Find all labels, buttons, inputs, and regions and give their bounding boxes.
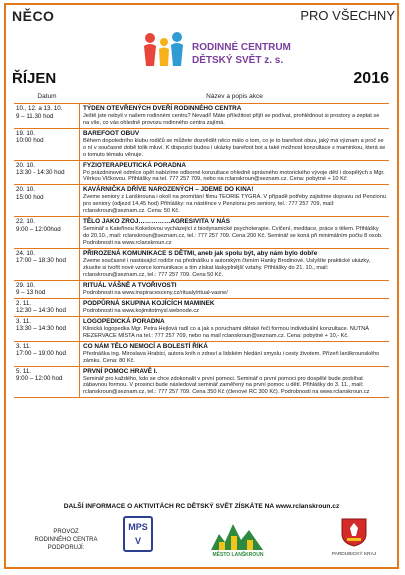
event-title: TÝDEN OTEVŘENÝCH DVEŘÍ RODINNÉHO CENTRA [83,105,242,112]
year-title: 2016 [353,70,389,87]
event-title: PODPŮRNÁ SKUPINA KOJÍCÍCH MAMINEK [83,299,215,307]
column-header-date: Datum [37,93,57,100]
mpsv-logo [123,516,153,552]
event-title: PRVNÍ POMOC HRAVĚ I. [83,367,158,375]
event-date-time: 9:00 – 12:00 hod [16,375,63,383]
event-text: Podrobnosti na www.kojimitotmysl.webnode.cz [83,307,199,314]
event-row [14,161,389,186]
event-title: TĚLO JAKO ZROJ……………AGRESIVITA V NÁS [83,218,230,226]
event-title: CO NÁM TĚLO NEMOCÍ A BOLESTÍ ŘÍKÁ [83,342,208,350]
city-name: MĚSTO LANŠKROUN [212,552,264,558]
event-row [14,129,389,161]
event-text: Podrobnosti na www.inspiracesceny.cz/ritualy/ritual-vasne/ [83,289,228,296]
footer-info: DALŠÍ INFORMACE O AKTIVITÁCH RC DĚTSKÝ SVĚT ZÍSKÁTE NA www.rclanskroun.cz [63,503,340,510]
event-description [80,161,389,185]
event-date-day: 20. 10. [16,161,35,169]
event-date-time: 17:00 – 19:00 hod [16,350,66,358]
event-text: Po prázdninové odmlce opět nabízíme odborné konzultace ohledně správného motorického vývoje dětí i dospělých s Mgr. Věrkou Vlčkovou. Přihlášky na tel. 777 257 709, nebo na rclanskroun@seznam.cz. Cena: pobytné + 10 Kč [83,169,385,183]
event-date-time: 9 – 11.30 hod [16,112,54,120]
event-title: FYZIOTERAPEUTICKÁ PORADNA [83,161,186,169]
event-row [14,104,389,129]
event-description [80,217,389,248]
event-date [14,104,80,128]
support-line3: PODPORUJÍ: [47,545,85,551]
city-logo-icon [205,516,271,556]
event-date-day: 19. 10. [16,129,35,137]
event-date-day: 2. 11. [16,299,32,307]
family-icon [140,30,188,70]
event-date [14,342,80,366]
organization-logo [140,30,330,74]
event-date-time: 10:00 hod [16,137,44,145]
header-right: PRO VŠECHNY [300,8,395,23]
event-row [14,281,389,299]
event-text: Zveme seniory z Lanškrouna i okolí na promítání filmu TEORIE TYGRA. V případě potřeby zajistíme dopravu od Penzionu pro seniory (odjezd 14,45 hod) Přihlášky: na nástěnce v Penzionu pro seniory, tel.: 777 257 709, mail: rclanskroun@seznam.cz. Cena: 50 Kč. [83,194,386,215]
mpsv-logo-text: MPSV [128,522,148,546]
support-label [26,528,106,552]
support-line2: RODINNÉHO CENTRA [34,537,98,543]
event-text: Ještě jste nebyli v našem rodinném centru? Nevadí! Máte příležitost přijít se podívat, prohlédnout si prostory a zeptat se na vše, co vás ohledně provozu rodinného centra zajímá. [83,113,380,126]
event-date-day: 29. 10. [16,281,35,289]
event-row [14,185,389,217]
event-title: RITUÁL VÁŠNĚ A TVOŘIVOSTI [83,281,177,289]
event-title: PŘIROZENÁ KOMUNIKACE S DĚTMI, aneb jak spolu být, aby nám bylo dobře [83,249,318,257]
event-date-day: 5. 11. [16,367,32,375]
logo-text-line2: DĚTSKÝ SVĚT z. s. [192,55,284,66]
event-description [80,317,389,341]
event-row [14,317,389,342]
event-date-time: 13:30 – 14:30 hod [16,325,66,333]
event-date-time: 9:00 – 12:00hod [16,225,61,233]
event-date-day: 10., 12. a 13. 10. [16,105,63,112]
event-text: Přednáška ing. Miroslava Hrabici, autora knih o zdraví a lidském hledání smyslu i cesty životem. Přízeň lanškrounského zámku. Cena: 80 Kč. [83,350,380,364]
event-date-day: 20. 10. [16,186,35,194]
event-description [80,185,389,216]
header-left: NĚCO [12,8,55,24]
event-date-day: 22. 10. [16,218,35,226]
event-date [14,317,80,341]
support-line1: PROVOZ [53,529,79,535]
event-date [14,299,80,316]
event-date [14,281,80,298]
event-date [14,129,80,160]
column-header-name: Název a popis akce [206,93,263,100]
event-row [14,249,389,281]
event-date-time: 9 – 13 hod [16,289,46,297]
event-date-day: 24. 10. [16,249,35,257]
event-description [80,104,389,128]
event-description [80,299,389,316]
region-crest-icon [338,516,370,548]
event-date-time: 15:00 hod [16,193,44,201]
event-date [14,367,80,398]
event-description [80,249,389,280]
event-date [14,217,80,248]
event-row [14,217,389,249]
event-text: Seminář pro každého, kdo se chce zdokonalit v první pomoci. Seminář o první pomoci pro dospělé bude probíhat zábavnou formou. V prosinci bude následovat seminář zaměřený na první pomoc u dětí. Přihlášky do 3. 11., mail: rclanskroun@seznam.cz, tel.: 777 257 709. Cena 350 Kč (členové RC 300 Kč). Podrobnosti na www.rclanskroun.cz [83,375,370,396]
event-description [80,367,389,398]
event-text: Během dopoledního klubu rodičů se můžete dozvědět něco málo o tom, co je to barefoot obuv, jaký má význam a proč se o ní v současné době tolik mluví. K dispozici budou i ukázky barefoot bot a také možnost konzultace s maminkou, která se o tomuto tématu věnuje. [83,137,386,158]
event-title: LOGOPEDICKÁ PORADNA [83,317,165,325]
event-date [14,185,80,216]
event-date [14,249,80,280]
event-text: Seminář s Kateřinou Kokešovou vycházející z biodynamické psychoterapie. Cvičení, meditace, práce s tělem. Přihlášky do 20.10., mail: rclanskroun@seznam.cz, tel.: 777 257 709. Cena 200 Kč. Seminář se koná při minimálním počtu 8 osob. Podrobnosti na www.rclanskroun.cz [83,226,383,246]
event-description [80,281,389,298]
event-date-day: 3. 11. [16,342,32,350]
event-row [14,342,389,367]
event-date-day: 3. 11. [16,317,32,325]
month-title: ŘÍJEN [12,70,57,87]
event-text: Zveme současné i nastávající rodiče na přednášku s autorským čtením Hanky Brodinové. Uslyšíte praktické ukázky, zkusíte si tvořit nové vzorce komunikace a tím získat láskyplnější vztahy. Přihlášky do 21. 10., mail: rclanskroun@seznam.cz, tel.: 777 257 709. Cena 50 Kč. [83,257,371,278]
event-date [14,161,80,185]
region-name: PARDUBICKÝ KRAJ [331,552,377,557]
event-date-time: 12:30 – 14:30 hod [16,307,66,315]
event-row [14,299,389,317]
event-description [80,129,389,160]
event-row [14,367,389,399]
event-date-time: 13:30 - 14:30 hod [16,169,65,177]
events-table [14,103,389,398]
event-title: BAREFOOT OBUV [83,129,140,137]
event-description [80,342,389,366]
logo-text-line1: RODINNÉ CENTRUM [192,42,291,53]
event-text: Klinická logopedka Mgr. Petra Hejlová radí co a jak s poruchami dětské řeči formou individuální konzultace. NUTNÁ REZERVACE MÍSTA na tel.: 777 257 709, nebo na mail rclanskroun@seznam.cz. Cena: pobytné + 10,- Kč. [83,325,370,339]
event-title: KAVÁRNIČKA DŘÍVE NAROZENÝCH – JDEME DO KINA! [83,186,254,194]
event-date-time: 17:00 – 18:30 hod [16,257,66,265]
